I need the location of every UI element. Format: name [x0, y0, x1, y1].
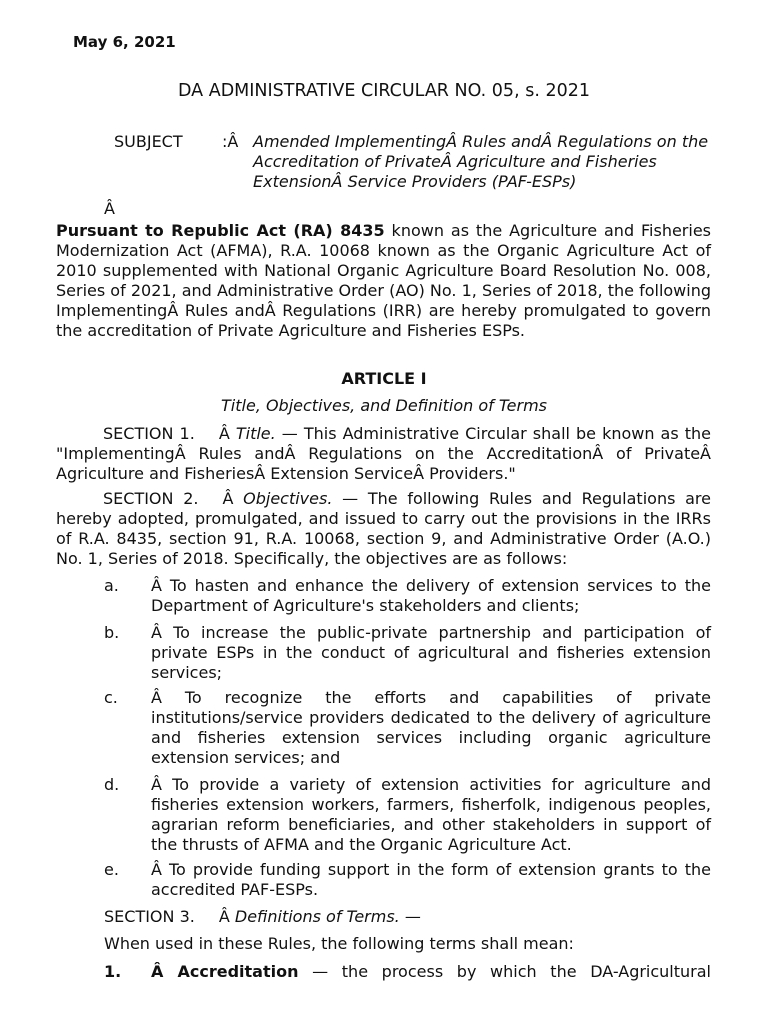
objective-b-text: Â To increase the public-private partnership and participation of private ESPs in the conduct of agricultural and fisheries extension services; [151, 623, 711, 682]
definition-1-number: 1. [104, 962, 122, 981]
intro-paragraph [56, 221, 711, 341]
section-2-label: SECTION 2. [103, 489, 199, 508]
objective-e-marker: e. [104, 860, 119, 879]
section-2-prefix: Â [222, 489, 244, 508]
objective-c-text: Â To recognize the efforts and capabilities of private institutions/service providers dedicated to the delivery of agriculture and fisheries extension services including organic agriculture extension services; and [151, 688, 711, 767]
definition-1 [151, 962, 711, 982]
circular-title: DA ADMINISTRATIVE CIRCULAR NO. 05, s. 2021 [178, 81, 590, 101]
document-date: May 6, 2021 [73, 33, 176, 51]
definitions-intro: When used in these Rules, the following terms shall mean: [104, 934, 574, 953]
section-2-text: — The following Rules and Regulations are hereby adopted, promulgated, and issued to carry out the provisions in the IRRs of R.A. 8435, section 91, R.A. 10068, section 9, and Administrative Order (A.O.) No. 1, Series of 2018. Specifically, the objectives are as follows: [56, 489, 711, 568]
stray-character: Â [104, 199, 115, 218]
objective-d-text: Â To provide a variety of extension activities for agriculture and fisheries extension workers, farmers, fisherfolk, indigenous peoples, agrarian reform beneficiaries, and other stakeholders in support of the thrusts of AFMA and the Organic Agriculture Act. [151, 775, 711, 854]
intro-text: known as the Agriculture and Fisheries Modernization Act (AFMA), R.A. 10068 known as the Organic Agriculture Act of 2010 supplemented with National Organic Agriculture Board Resolution No. 008, Series of 2021, and Administrative Order (AO) No. 1, Series of 2018, the following ImplementingÂ Rules andÂ Regulations (IRR) are hereby promulgated to govern the accreditation of Private Agriculture and Fisheries ESPs. [56, 221, 712, 340]
section-3 [104, 907, 421, 926]
objective-d-marker: d. [104, 775, 120, 794]
section-1 [56, 424, 711, 484]
section-1-text: — This Administrative Circular shall be known as the "ImplementingÂ Rules andÂ Regulations on the AccreditationÂ of PrivateÂ Agriculture and FisheriesÂ Extension ServiceÂ Providers." [56, 424, 712, 483]
section-2-heading: Objectives. [243, 489, 333, 508]
section-3-prefix: Â [218, 907, 235, 926]
subject-text: Amended ImplementingÂ Rules andÂ Regulations on the Accreditation of PrivateÂ Agriculture and Fisheries ExtensionÂ Service Providers (PAF-ESPs) [253, 132, 709, 191]
objective-c-marker: c. [104, 688, 118, 707]
definition-1-text: — the process by which the DA-Agricultural [298, 962, 711, 981]
definition-1-term: Â Accreditation [151, 962, 299, 981]
section-3-label: SECTION 3. [104, 907, 195, 926]
section-1-label: SECTION 1. [103, 424, 195, 443]
section-1-prefix: Â [218, 424, 236, 443]
section-3-heading: Definitions of Terms. — [234, 907, 421, 926]
article-subheading: Title, Objectives, and Definition of Terms [221, 396, 547, 415]
article-heading: ARTICLE I [341, 369, 427, 388]
section-1-heading: Title. [235, 424, 276, 443]
subject-colon: :Â [222, 132, 239, 151]
objective-a-marker: a. [104, 576, 119, 595]
subject-label: SUBJECT [114, 132, 183, 151]
objective-b-marker: b. [104, 623, 120, 642]
objective-e-text: Â To provide funding support in the form of extension grants to the accredited PAF-ESPs. [151, 860, 711, 899]
section-2 [56, 489, 711, 569]
objective-a-text: Â To hasten and enhance the delivery of extension services to the Department of Agriculture's stakeholders and clients; [151, 576, 711, 615]
intro-bold-lead: Pursuant to Republic Act (RA) 8435 [56, 221, 385, 240]
